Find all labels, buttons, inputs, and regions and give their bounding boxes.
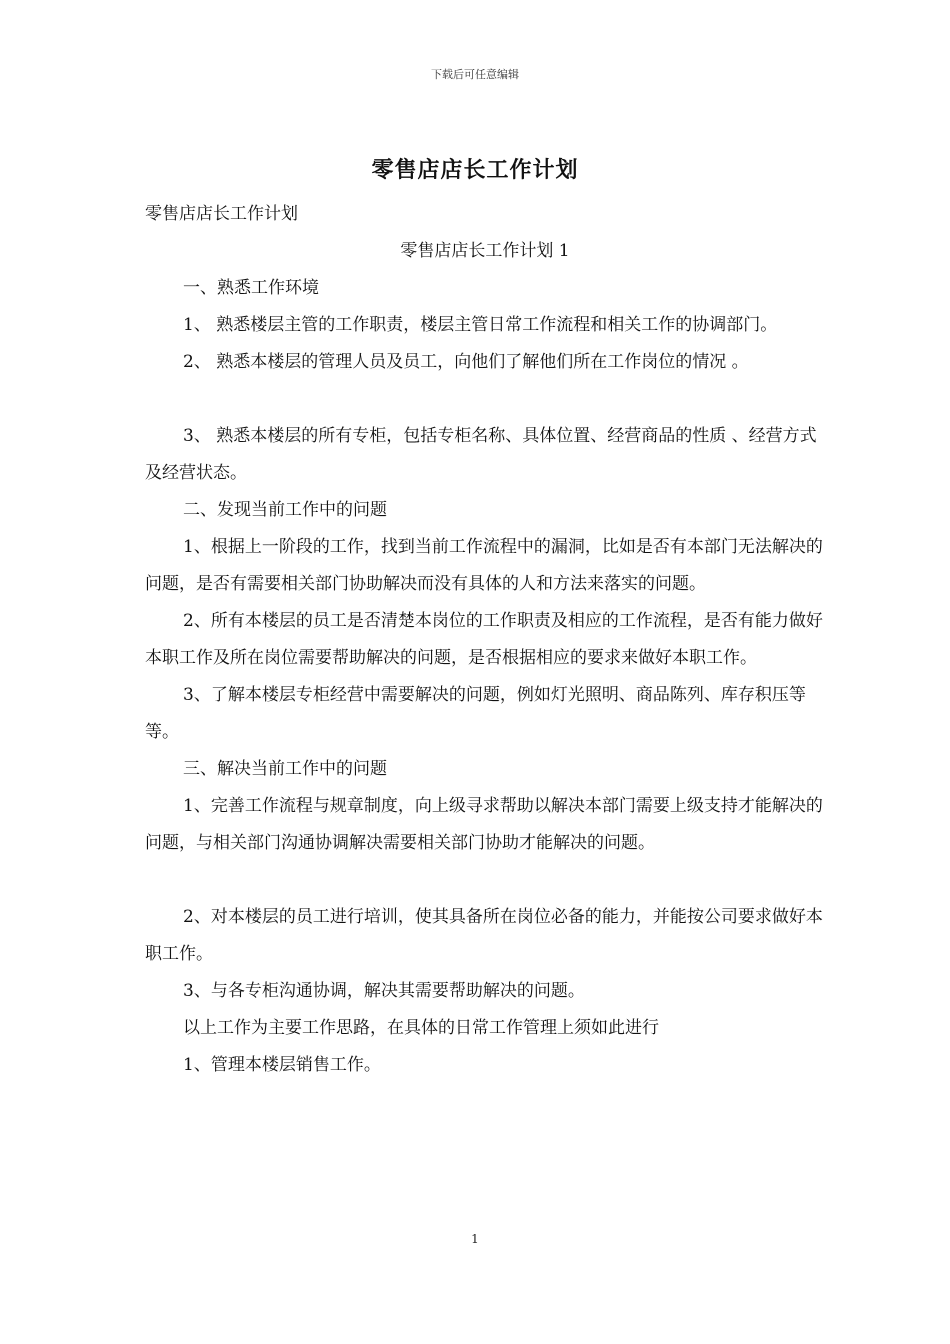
paragraph: 2、所有本楼层的员工是否清楚本岗位的工作职责及相应的工作流程，是否有能力做好本职工作及所在岗位需要帮助解决的问题，是否根据相应的要求来做好本职工作。 — [145, 611, 823, 668]
document-body — [145, 196, 825, 1084]
paragraph: 3、了解本楼层专柜经营中需要解决的问题，例如灯光照明、商品陈列、库存积压等等。 — [145, 685, 806, 742]
paragraph: 以上工作为主要工作思路，在具体的日常工作管理上须如此进行 — [183, 1018, 659, 1038]
subtitle: 零售店店长工作计划 — [145, 204, 298, 224]
blank-line — [145, 381, 825, 418]
heading-3: 三、解决当前工作中的问题 — [183, 759, 387, 779]
paragraph: 1、 熟悉楼层主管的工作职责，楼层主管日常工作流程和相关工作的协调部门。 — [183, 315, 778, 335]
blank-line — [145, 862, 825, 899]
paragraph: 1、完善工作流程与规章制度，向上级寻求帮助以解决本部门需要上级支持才能解决的问题，与相关部门沟通协调解决需要相关部门协助才能解决的问题。 — [145, 796, 823, 853]
section-heading: 零售店店长工作计划 1 — [400, 241, 570, 261]
paragraph: 2、对本楼层的员工进行培训，使其具备所在岗位必备的能力，并能按公司要求做好本职工作。 — [145, 907, 823, 964]
page-number: 1 — [471, 1232, 479, 1246]
paragraph: 3、 熟悉本楼层的所有专柜，包括专柜名称、具体位置、经营商品的性质 、经营方式及经营状态。 — [145, 426, 817, 483]
heading-2: 二、发现当前工作中的问题 — [183, 500, 387, 520]
paragraph: 1、根据上一阶段的工作，找到当前工作流程中的漏洞，比如是否有本部门无法解决的问题，是否有需要相关部门协助解决而没有具体的人和方法来落实的问题。 — [145, 537, 823, 594]
paragraph: 1、管理本楼层销售工作。 — [183, 1055, 381, 1075]
heading-1: 一、熟悉工作环境 — [183, 278, 319, 298]
paragraph: 2、 熟悉本楼层的管理人员及员工，向他们了解他们所在工作岗位的情况 。 — [183, 352, 749, 372]
paragraph: 3、与各专柜沟通协调，解决其需要帮助解决的问题。 — [183, 981, 585, 1001]
document-title: 零售店店长工作计划 — [371, 157, 579, 183]
page-header: 下载后可任意编辑 — [431, 68, 519, 81]
